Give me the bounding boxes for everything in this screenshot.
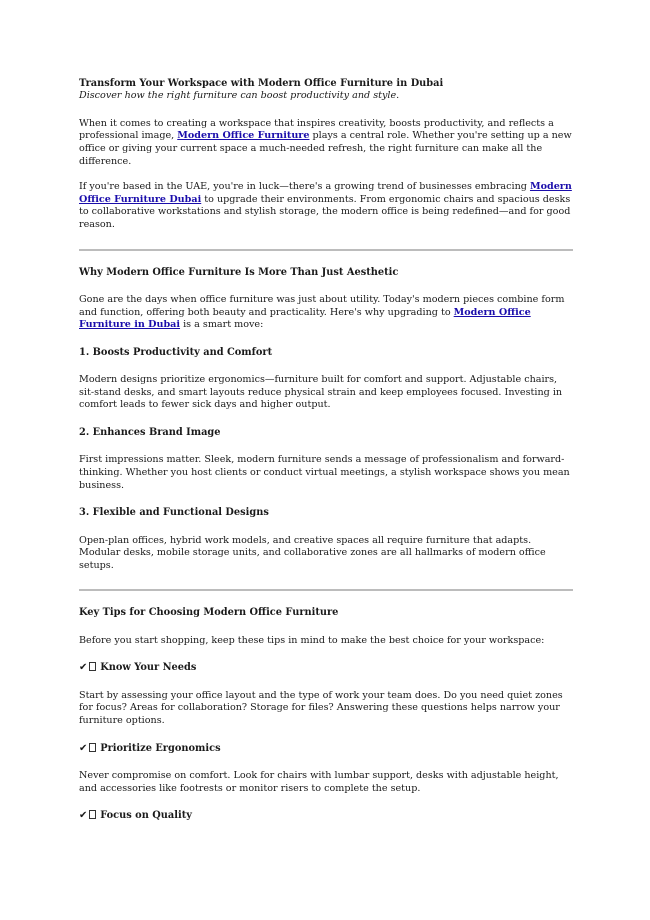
why-item-3-heading: 3. Flexible and Functional Designs (79, 507, 269, 519)
why-intro-text-a: Gone are the days when office furniture was just about utility. Today's modern pieces combine form and function, offering both beauty and practicality. Here's why upgrading to (79, 293, 565, 318)
why-item-1-heading: 1. Boosts Productivity and Comfort (79, 346, 273, 358)
page-title: Transform Your Workspace with Modern Office Furniture in Dubai (79, 78, 444, 89)
why-item-2-heading: 2. Enhances Brand Image (79, 426, 221, 438)
why-item-2-text: First impressions matter. Sleek, modern furniture sends a message of professionalism and forward-thinking. Whether you host clients or conduct virtual meetings, a stylish workspace shows you mean business. (79, 454, 570, 491)
tips-heading: Key Tips for Choosing Modern Office Furniture (79, 607, 339, 619)
modern-office-furniture-dubai-link[interactable]: Modern Office Furniture Dubai (79, 181, 572, 205)
tip-3-heading (79, 810, 573, 822)
tips-intro: Before you start shopping, keep these tips in mind to make the best choice for your workspace: (79, 634, 545, 646)
tip-1-heading-text: Know Your Needs (100, 662, 197, 674)
intro-paragraph-1 (79, 118, 573, 168)
missing-glyph-box-icon (89, 743, 96, 752)
why-intro-paragraph (79, 294, 573, 332)
why-heading: Why Modern Office Furniture Is More Than Just Aesthetic (79, 266, 399, 278)
tip-2-text: Never compromise on comfort. Look for chairs with lumbar support, desks with adjustable height, and accessories like footrests or monitor risers to complete the setup. (79, 769, 559, 794)
checkmark-icon: ✔ (79, 810, 88, 822)
modern-office-furniture-in-dubai-link[interactable]: Modern Office Furniture in Dubai (79, 306, 531, 331)
intro-paragraph-2-text-a: If you're based in the UAE, you're in luck—there's a growing trend of businesses embracing (79, 181, 530, 193)
checkmark-icon: ✔ (79, 662, 88, 674)
checkmark-icon: ✔ (79, 742, 88, 754)
tips-section (79, 607, 573, 822)
intro-section (79, 78, 573, 232)
missing-glyph-box-icon (89, 662, 96, 671)
intro-paragraph-1-text-a: When it comes to creating a workspace that inspires creativity, boosts productivity, and reflects a professional image, (79, 117, 554, 142)
section-divider-1 (79, 249, 573, 251)
why-section (79, 267, 573, 573)
modern-office-furniture-link[interactable]: Modern Office Furniture (177, 130, 310, 142)
tip-1-text: Start by assessing your office layout and the type of work your team does. Do you need quiet zones for focus? Areas for collaboration? Storage for files? Answering these questions helps narrow your furniture options. (79, 689, 563, 726)
tip-3-heading-text: Focus on Quality (100, 810, 192, 822)
document-page (79, 78, 573, 823)
intro-paragraph-2 (79, 181, 573, 231)
why-item-1-text: Modern designs prioritize ergonomics—furniture built for comfort and support. Adjustable chairs, sit-stand desks, and smart layouts reduce physical strain and keep employees focused. Investing in comfort leads to fewer sick days and higher output. (79, 374, 563, 411)
tip-2-heading (79, 743, 573, 755)
section-divider-2 (79, 589, 573, 591)
page-subtitle: Discover how the right furniture can boost productivity and style. (79, 90, 400, 102)
intro-paragraph-1-text-b: plays a central role. Whether you're setting up a new office or giving your current space a much-needed refresh, the right furniture can make all the difference. (79, 130, 572, 167)
missing-glyph-box-icon (89, 810, 96, 819)
why-item-3-text: Open-plan offices, hybrid work models, and creative spaces all require furniture that adapts. Modular desks, mobile storage units, and collaborative zones are all hallmarks of modern office setups. (79, 534, 546, 571)
why-intro-text-b: is a smart move: (180, 319, 264, 331)
tip-1-heading (79, 662, 573, 674)
intro-paragraph-2-text-b: to upgrade their environments. From ergonomic chairs and spacious desks to collaborative workstations and stylish storage, the modern office is being redefined—and for good reason. (79, 193, 571, 230)
tip-2-heading-text: Prioritize Ergonomics (100, 742, 221, 754)
